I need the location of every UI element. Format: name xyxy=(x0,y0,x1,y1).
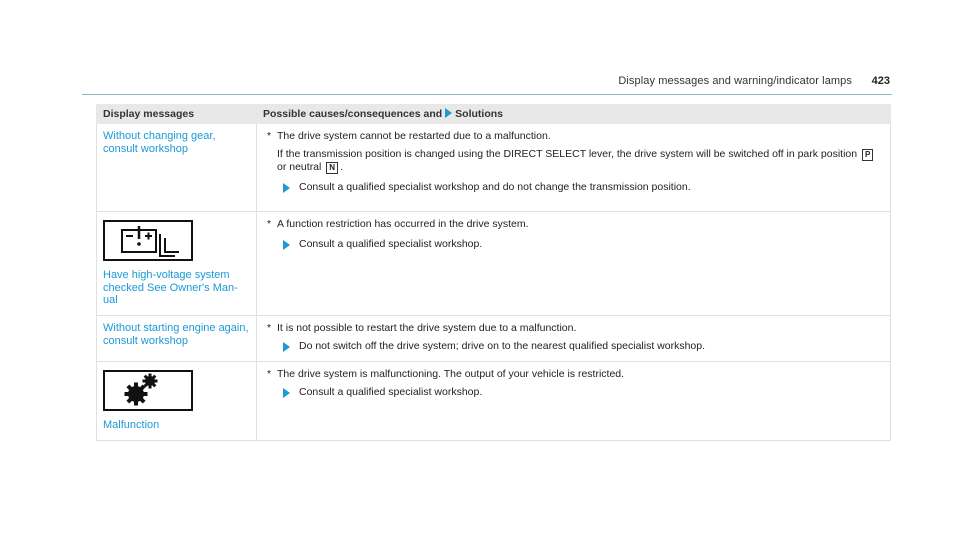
cause-bullet: * xyxy=(267,368,272,381)
col-header-causes-label: Possible causes/consequences and xyxy=(263,108,443,120)
table-row xyxy=(97,124,891,212)
table-row xyxy=(97,315,891,361)
action-item xyxy=(263,340,884,354)
cause-detail xyxy=(263,148,884,175)
display-message: Have high-voltage system checked See Owner's Man- ual xyxy=(103,269,238,307)
action-text: Consult a qualified specialist workshop. xyxy=(299,237,483,250)
neutral-symbol-icon: N xyxy=(326,162,338,174)
action-text: Consult a qualified specialist workshop. xyxy=(299,385,483,398)
high-voltage-battery-icon xyxy=(103,220,193,261)
cause-text: The drive system cannot be restarted due to a malfunction. xyxy=(277,130,551,142)
cause-text: A function restriction has occurred in the drive system. xyxy=(277,218,529,230)
solution-arrow-icon xyxy=(445,108,452,118)
action-item xyxy=(263,238,884,252)
cause-bullet: * xyxy=(267,130,272,142)
detail-text-end: . xyxy=(340,161,343,174)
page-header xyxy=(82,70,892,95)
message-cell xyxy=(97,362,257,441)
cause-text: It is not possible to restart the drive system due to a malfunction. xyxy=(277,321,577,334)
detail-text-pre: If the transmission position is changed using the DIRECT SELECT lever, the drive system will be switched off in park position xyxy=(277,147,858,160)
action-item xyxy=(263,181,884,195)
col-header-solutions-label: Solutions xyxy=(455,108,504,120)
display-messages-table xyxy=(96,104,891,441)
cause-item xyxy=(263,218,884,232)
table-row xyxy=(97,212,891,316)
page-number: 423 xyxy=(871,75,890,87)
col-header-causes xyxy=(257,105,891,124)
display-message: Without changing gear, consult workshop xyxy=(103,130,216,155)
cause-cell xyxy=(257,315,891,361)
col-header-messages: Display messages xyxy=(97,105,257,124)
header-title: Display messages and warning/indicator lamps xyxy=(618,75,852,87)
action-arrow-icon xyxy=(283,388,290,398)
message-cell xyxy=(97,212,257,316)
message-cell xyxy=(97,315,257,361)
cause-cell xyxy=(257,362,891,441)
cause-item xyxy=(263,368,884,382)
action-text: Consult a qualified specialist workshop and do not change the transmission position. xyxy=(299,180,691,193)
action-text: Do not switch off the drive system; drive on to the nearest qualified specialist workshop. xyxy=(299,339,706,352)
message-cell xyxy=(97,124,257,212)
cause-bullet: * xyxy=(267,218,272,230)
action-item xyxy=(263,386,884,400)
display-message: Malfunction xyxy=(103,419,160,432)
action-arrow-icon xyxy=(283,183,290,193)
display-message: Without starting engine again, consult workshop xyxy=(103,321,249,347)
malfunction-gears-icon xyxy=(103,370,193,411)
cause-item xyxy=(263,322,884,336)
cause-bullet: * xyxy=(267,321,272,334)
table-row xyxy=(97,362,891,441)
park-symbol-icon: P xyxy=(862,149,873,161)
cause-item xyxy=(263,130,884,144)
cause-cell xyxy=(257,124,891,212)
action-arrow-icon xyxy=(283,240,290,250)
table-header-row xyxy=(97,105,891,124)
action-arrow-icon xyxy=(283,342,290,352)
cause-text: The drive system is malfunctioning. The output of your vehicle is restricted. xyxy=(277,368,625,381)
cause-cell xyxy=(257,212,891,316)
detail-text-mid: or neutral xyxy=(277,161,322,174)
